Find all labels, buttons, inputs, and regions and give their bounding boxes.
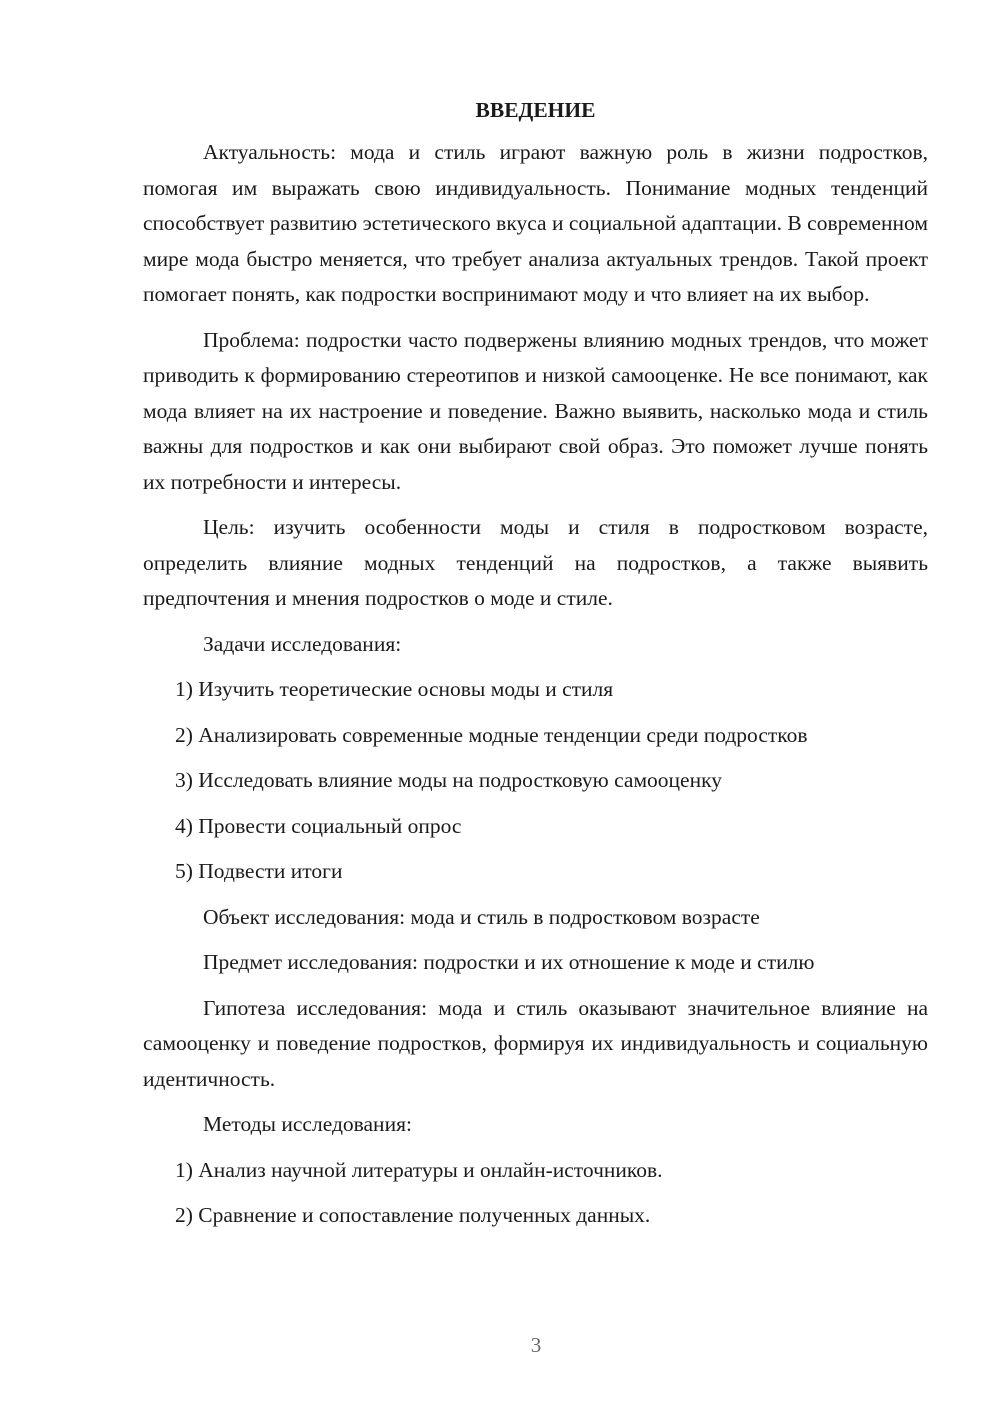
document-page <box>143 95 928 1244</box>
list-item: 3) Исследовать влияние моды на подростковую самооценку <box>175 768 723 792</box>
tasks-list <box>143 672 928 890</box>
methods-list <box>143 1153 928 1234</box>
list-item: 2) Анализировать современные модные тенденции среди подростков <box>175 722 808 747</box>
relevance-paragraph: Актуальность: мода и стиль играют важную роль в жизни подростков, помогая им выражать свою индивидуальность. Понимание модных тенденций способствует развитию эстетического вкуса и социальной адаптации. В современном мире мода быстро меняется, что требует анализа актуальных трендов. Такой проект помогает понять, как подростки воспринимают моду и что влияет на их выбор. <box>143 140 928 306</box>
list-item: 4) Провести социальный опрос <box>175 813 462 838</box>
section-title: ВВЕДЕНИЕ <box>475 98 596 122</box>
research-subject: Предмет исследования: подростки и их отношение к моде и стилю <box>203 950 815 974</box>
list-item: 1) Анализ научной литературы и онлайн-источников. <box>175 1157 663 1182</box>
goal-paragraph: Цель: изучить особенности моды и стиля в подростковом возрасте, определить влияние модных тенденций на подростков, а также выявить предпочтения и мнения подростков о моде и стиле. <box>143 515 928 610</box>
list-item: 2) Сравнение и сопоставление полученных данных. <box>175 1203 651 1227</box>
list-item: 1) Изучить теоретические основы моды и стиля <box>175 677 614 701</box>
tasks-heading: Задачи исследования: <box>203 631 402 656</box>
research-object: Объект исследования: мода и стиль в подростковом возрасте <box>203 904 760 929</box>
problem-paragraph: Проблема: подростки часто подвержены влиянию модных трендов, что может приводить к формированию стереотипов и низкой самооценке. Не все понимают, как мода влияет на их настроение и поведение. Важно выявить, насколько мода и стиль важны для подростков и как они выбирают свой образ. Это поможет лучше понять их потребности и интересы. <box>143 327 928 494</box>
methods-heading: Методы исследования: <box>203 1112 412 1136</box>
hypothesis-paragraph: Гипотеза исследования: мода и стиль оказывают значительное влияние на самооценку и поведение подростков, формируя их индивидуальность и социальную идентичность. <box>143 995 928 1091</box>
list-item: 5) Подвести итоги <box>175 859 343 883</box>
page-number: 3 <box>530 1333 542 1357</box>
